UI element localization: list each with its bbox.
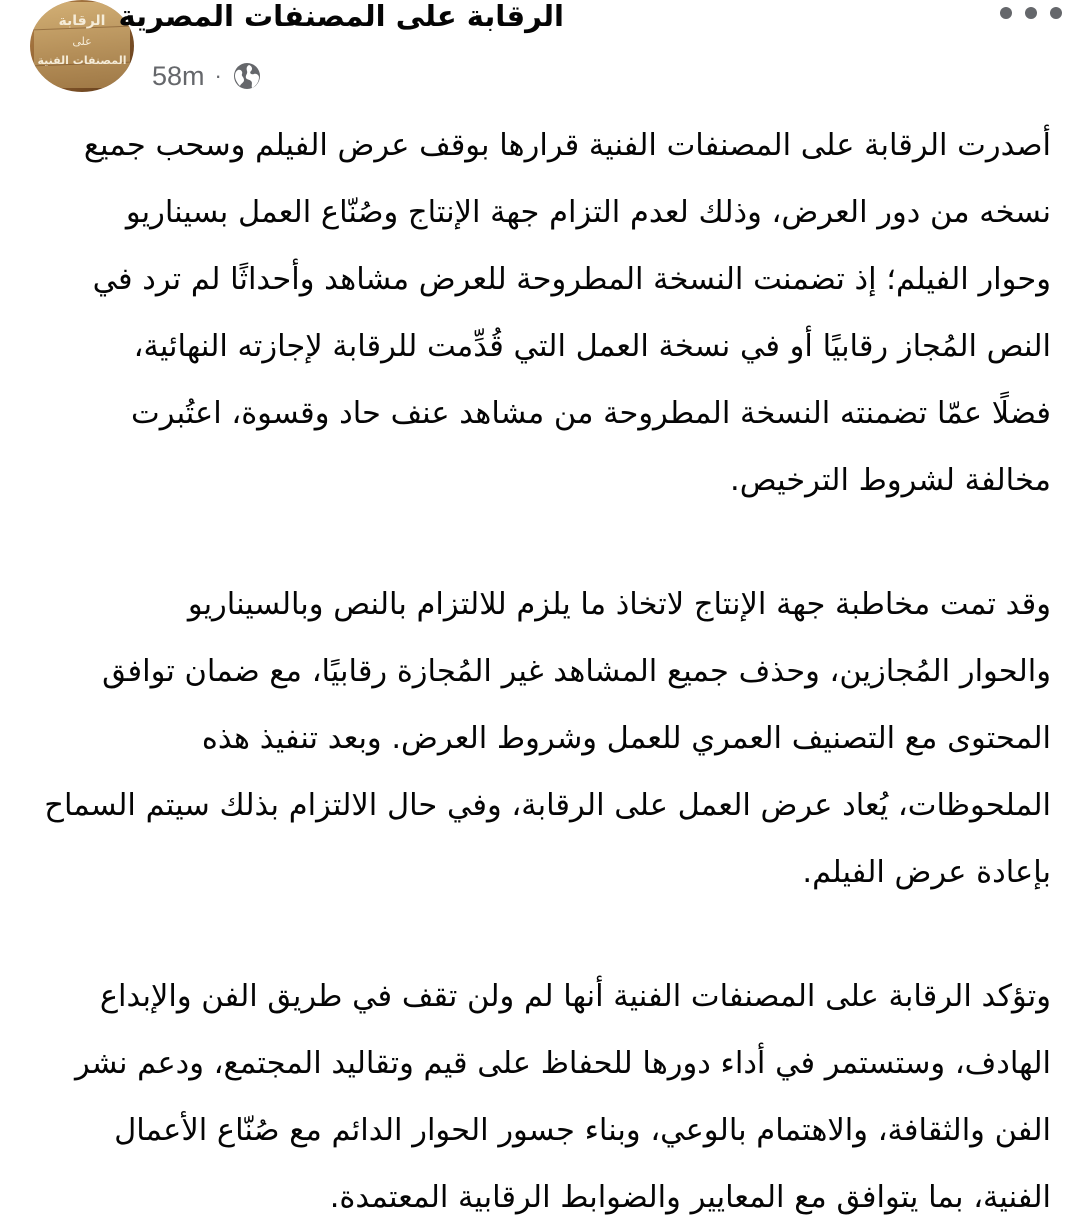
post-header xyxy=(0,0,1080,110)
post-line: فضلًا عمّا تضمنته النسخة المطروحة من مشاهد عنف حاد وقسوة، اعتُبرت xyxy=(131,396,1051,431)
post-line: الفنية، بما يتوافق مع المعايير والضوابط الرقابية المعتمدة. xyxy=(329,1180,1051,1215)
post-line: وقد تمت مخاطبة جهة الإنتاج لاتخاذ ما يلزم للالتزام بالنص وبالسيناريو xyxy=(187,587,1051,622)
more-options-button[interactable] xyxy=(1000,4,1062,22)
post-line: الملحوظات، يُعاد عرض العمل على الرقابة، وفي حال الالتزام بذلك سيتم السماح xyxy=(44,788,1051,823)
more-options-icon-dot-2 xyxy=(1025,7,1037,19)
post-timestamp[interactable]: 58m xyxy=(152,60,205,91)
post-line: النص المُجاز رقابيًا أو في نسخة العمل التي قُدِّمت للرقابة لإجازته النهائية، xyxy=(133,329,1051,364)
post-line: نسخه من دور العرض، وذلك لعدم التزام جهة الإنتاج وصُنّاع العمل بسيناريو xyxy=(125,195,1051,230)
post-line: والحوار المُجازين، وحذف جميع المشاهد غير المُجازة رقابيًا، مع ضمان توافق xyxy=(102,654,1051,689)
post-line: مخالفة لشروط الترخيص. xyxy=(730,463,1051,498)
post-body xyxy=(28,112,1051,1231)
post-paragraph-1 xyxy=(28,112,1051,514)
post-line: وحوار الفيلم؛ إذ تضمنت النسخة المطروحة للعرض مشاهد وأحداثًا لم ترد في xyxy=(92,262,1051,297)
meta-separator: · xyxy=(214,63,222,88)
post-line: وتؤكد الرقابة على المصنفات الفنية أنها لم ولن تقف في طريق الفن والإبداع xyxy=(99,979,1051,1014)
post-paragraph-2 xyxy=(28,571,1051,906)
post-line: أصدرت الرقابة على المصنفات الفنية قرارها بوقف عرض الفيلم وسحب جميع xyxy=(83,128,1051,163)
post-line: الهادف، وستستمر في أداء دورها للحفاظ على قيم وتقاليد المجتمع، ودعم نشر xyxy=(74,1046,1051,1081)
avatar-line-3: المصنفات الفنية xyxy=(37,54,127,67)
globe-icon[interactable] xyxy=(232,61,262,91)
more-options-icon-dot-3 xyxy=(1050,7,1062,19)
avatar-line-1: الرقابة xyxy=(58,13,106,29)
more-options-icon xyxy=(1000,7,1012,19)
post-line: الفن والثقافة، والاهتمام بالوعي، وبناء جسور الحوار الدائم مع صُنّاع الأعمال xyxy=(114,1113,1051,1148)
post-line: المحتوى مع التصنيف العمري للعمل وشروط العرض. وبعد تنفيذ هذه xyxy=(201,721,1051,756)
avatar-line-2: على xyxy=(72,35,92,48)
page-name[interactable]: الرقابة على المصنفات المصرية xyxy=(118,0,564,33)
post-meta xyxy=(152,58,262,94)
post-paragraph-3 xyxy=(28,963,1051,1231)
post-line: بإعادة عرض الفيلم. xyxy=(802,855,1051,890)
